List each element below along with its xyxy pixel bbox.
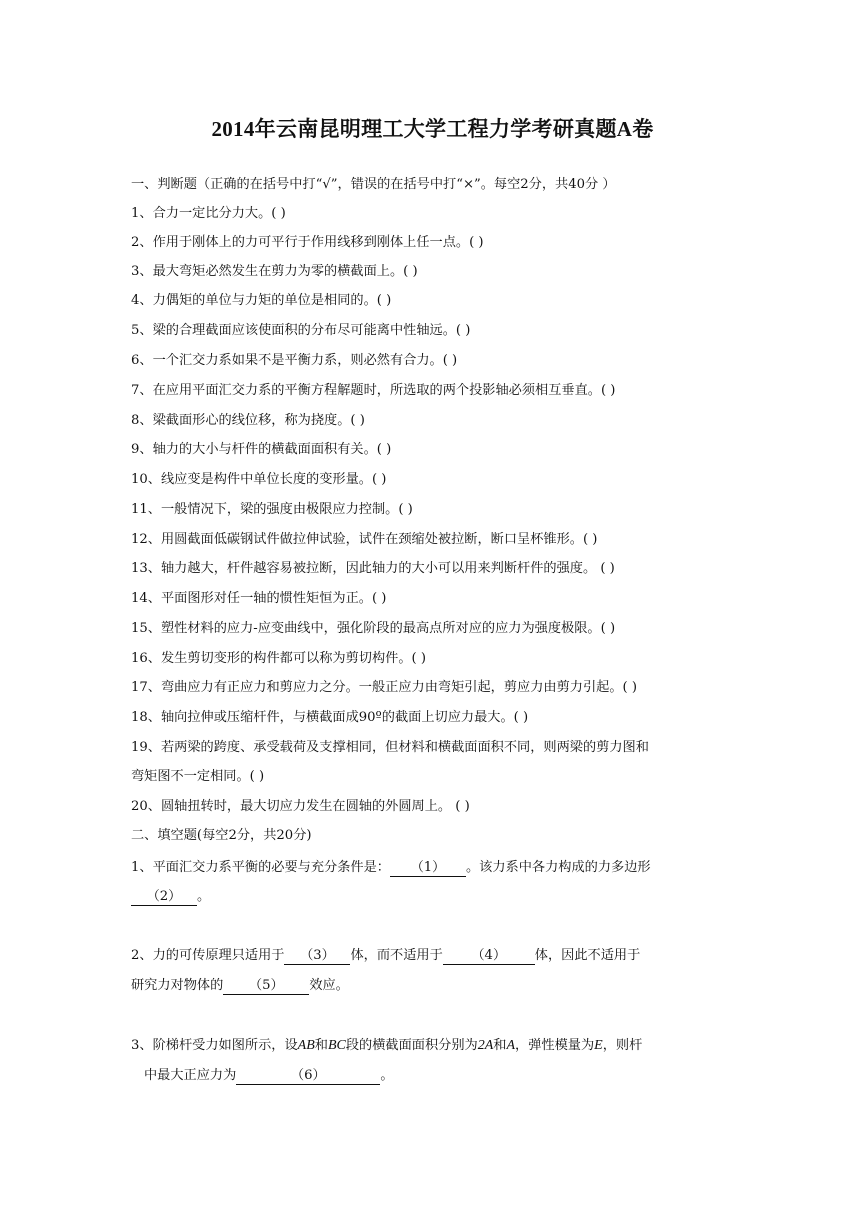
fill-question-2: 2、力的可传原理只适用于 （3） 体，而不适用于 （4） 体，因此不适用于 xyxy=(131,948,641,963)
fill-question-3-continuation: 中最大正应力为 （6） 。 xyxy=(144,1068,394,1083)
fill-question-1-continuation: （2） 。 xyxy=(131,887,741,907)
fill-question-1: 1、平面汇交力系平衡的必要与充分条件是： （1） 。该力系中各力构成的力多边形 xyxy=(131,860,651,875)
answer-blank-6: （6） xyxy=(236,1068,380,1085)
question-item: 12、用圆截面低碳钢试件做拉伸试验，试件在颈缩处被拉断，断口呈杯锥形。( ) xyxy=(131,532,598,547)
question-item: 9、轴力的大小与杆件的横截面面积有关。( ) xyxy=(131,442,392,457)
question-item: 8、梁截面形心的线位移，称为挠度。( ) xyxy=(131,413,365,428)
question-item-continuation: 弯矩图不一定相同。( ) xyxy=(131,769,265,784)
question-item: 16、发生剪切变形的构件都可以称为剪切构件。( ) xyxy=(131,651,427,666)
question-item: 6、一个汇交力系如果不是平衡力系，则必然有合力。( ) xyxy=(131,353,458,368)
question-item: 5、梁的合理截面应该使面积的分布尽可能离中性轴远。( ) xyxy=(131,323,471,338)
question-item: 17、弯曲应力有正应力和剪应力之分。一般正应力由弯矩引起，剪应力由剪力引起。( ) xyxy=(131,680,638,695)
section2-heading: 二、填空题(每空2分，共20分) xyxy=(131,828,312,843)
answer-blank-2: （2） xyxy=(131,889,197,906)
question-item: 3、最大弯矩必然发生在剪力为零的横截面上。( ) xyxy=(131,264,418,279)
answer-blank-4: （4） xyxy=(443,948,535,965)
question-item: 15、塑性材料的应力-应变曲线中，强化阶段的最高点所对应的应力为强度极限。( ) xyxy=(131,621,616,636)
question-item: 14、平面图形对任一轴的惯性矩恒为正。( ) xyxy=(131,591,387,606)
question-item: 11、一般情况下，梁的强度由极限应力控制。( ) xyxy=(131,502,413,517)
section1-heading: 一、判断题（正确的在括号中打“√”，错误的在括号中打“×”。每空2分，共40分 ） xyxy=(131,177,616,192)
question-item: 18、轴向拉伸或压缩杆件，与横截面成90º的截面上切应力最大。( ) xyxy=(131,710,529,725)
fill-question-3: 3、阶梯杆受力如图所示，设AB和BC段的横截面面积分别为2A和A，弹性模量为E，则杆 xyxy=(131,1038,643,1053)
page-title: 2014年云南昆明理工大学工程力学考研真题A卷 xyxy=(211,117,654,141)
question-item: 10、线应变是构件中单位长度的变形量。( ) xyxy=(131,472,387,487)
question-item: 13、轴力越大，杆件越容易被拉断，因此轴力的大小可以用来判断杆件的强度。 ( ) xyxy=(131,561,615,576)
question-item: 19、若两梁的跨度、承受载荷及支撑相同，但材料和横截面面积不同，则两梁的剪力图和 xyxy=(131,740,649,755)
answer-blank-3: （3） xyxy=(284,948,350,965)
question-item: 2、作用于刚体上的力可平行于作用线移到刚体上任一点。( ) xyxy=(131,235,484,250)
answer-blank-5: （5） xyxy=(223,978,309,995)
fill-question-2-continuation: 研究力对物体的 （5） 效应。 xyxy=(131,978,349,993)
question-item: 7、在应用平面汇交力系的平衡方程解题时，所选取的两个投影轴必须相互垂直。( ) xyxy=(131,383,616,398)
answer-blank-1: （1） xyxy=(390,860,466,877)
question-item: 1、合力一定比分力大。( ) xyxy=(131,206,286,221)
question-item: 20、圆轴扭转时，最大切应力发生在圆轴的外圆周上。 ( ) xyxy=(131,799,470,814)
question-item: 4、力偶矩的单位与力矩的单位是相同的。( ) xyxy=(131,293,392,308)
